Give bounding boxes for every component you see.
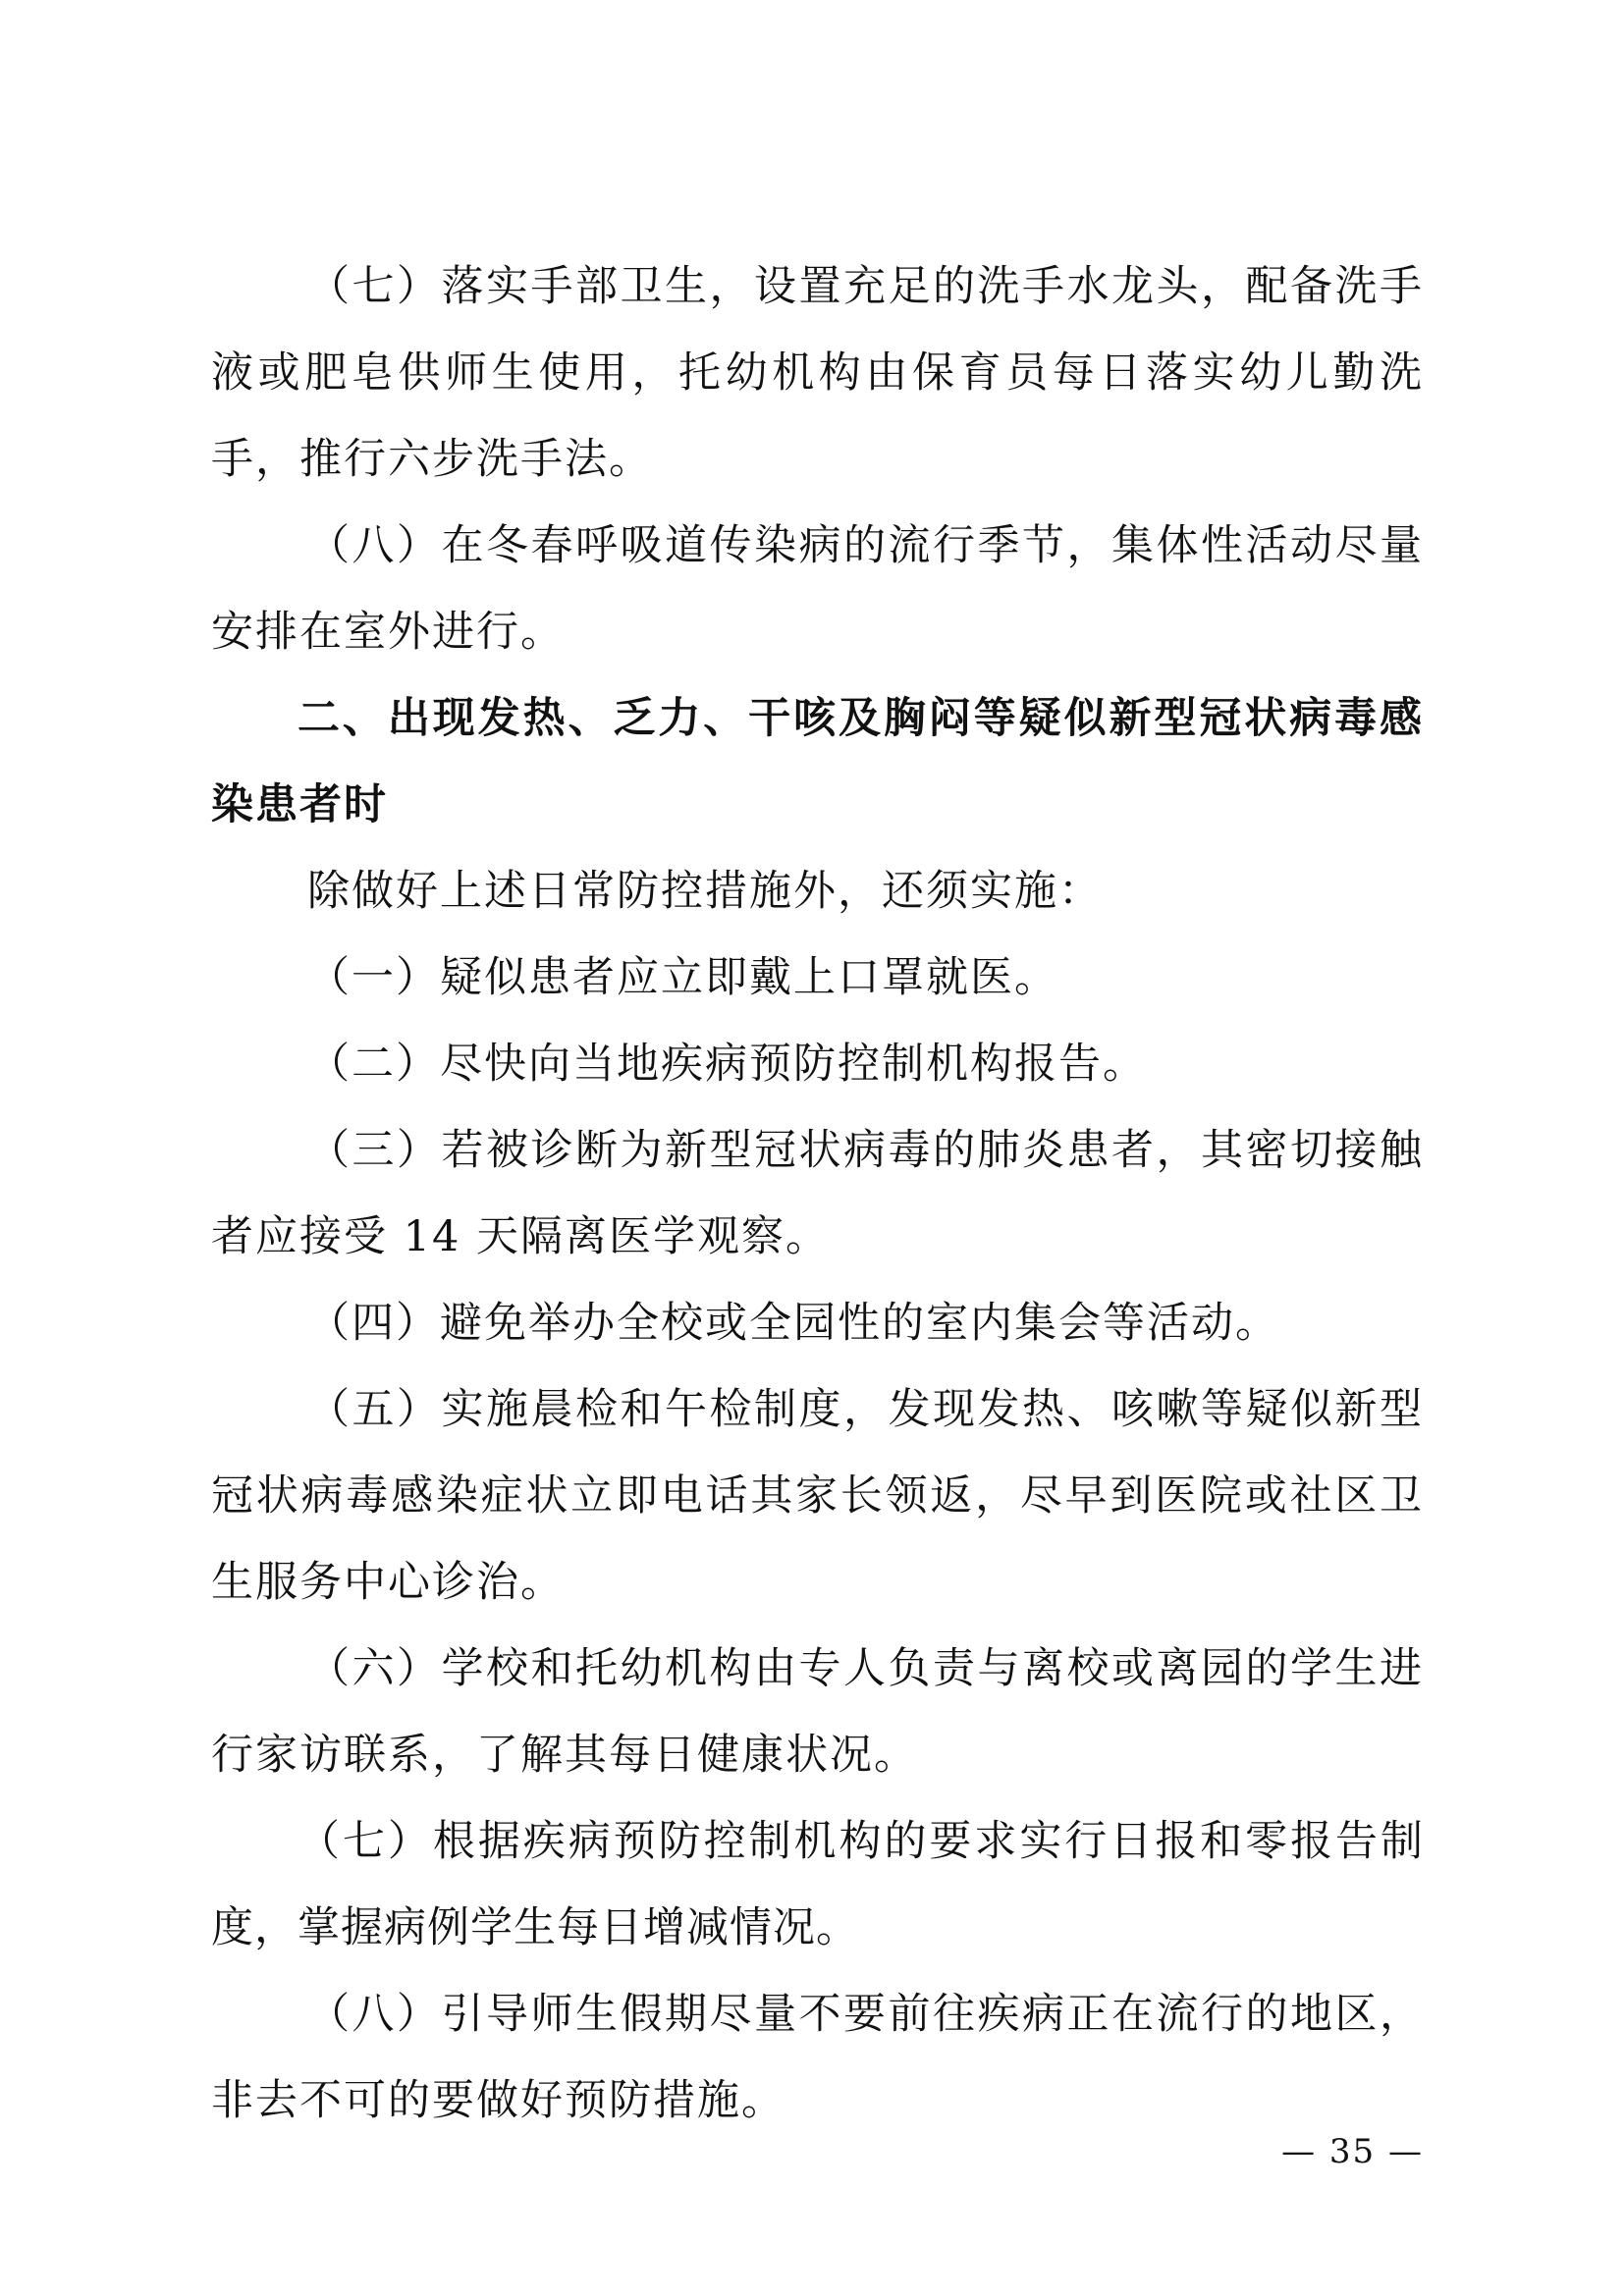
document-body — [211, 243, 1424, 2144]
paragraph-hand-hygiene: （七）落实手部卫生，设置充足的洗手水龙头，配备洗手液或肥皂供师生使用，托幼机构由保育员每日落实幼儿勤洗手，推行六步洗手法。 — [211, 262, 1424, 484]
section-heading: 二、出现发热、乏力、干咳及胸闷等疑似新型冠状病毒感染患者时 — [211, 694, 1424, 829]
list-item-6: （六）学校和托幼机构由专人负责与离校或离园的学生进行家访联系，了解其每日健康状况。 — [211, 1644, 1424, 1780]
paragraph-outdoor-activities: （八）在冬春呼吸道传染病的流行季节，集体性活动尽量安排在室外进行。 — [211, 521, 1424, 657]
list-item-3: （三）若被诊断为新型冠状病毒的肺炎患者，其密切接触者应接受 14 天隔离医学观察。 — [211, 1126, 1424, 1261]
list-item-2: （二）尽快向当地疾病预防控制机构报告。 — [307, 1040, 1147, 1089]
list-item-4: （四）避免举办全校或全园性的室内集会等活动。 — [307, 1299, 1279, 1348]
page-number: — 35 — — [1281, 2132, 1424, 2171]
section-intro: 除做好上述日常防控措施外，还须实施： — [307, 867, 1103, 916]
list-item-8: （八）引导师生假期尽量不要前往疾病正在流行的地区，非去不可的要做好预防措施。 — [211, 1990, 1424, 2125]
list-item-1: （一）疑似患者应立即戴上口罩就医。 — [307, 953, 1058, 1002]
list-item-5: （五）实施晨检和午检制度，发现发热、咳嗽等疑似新型冠状病毒感染症状立即电话其家长领返，尽早到医院或社区卫生服务中心诊治。 — [211, 1385, 1424, 1607]
list-item-7: （七）根据疾病预防控制机构的要求实行日报和零报告制度，掌握病例学生每日增减情况。 — [211, 1817, 1424, 1952]
